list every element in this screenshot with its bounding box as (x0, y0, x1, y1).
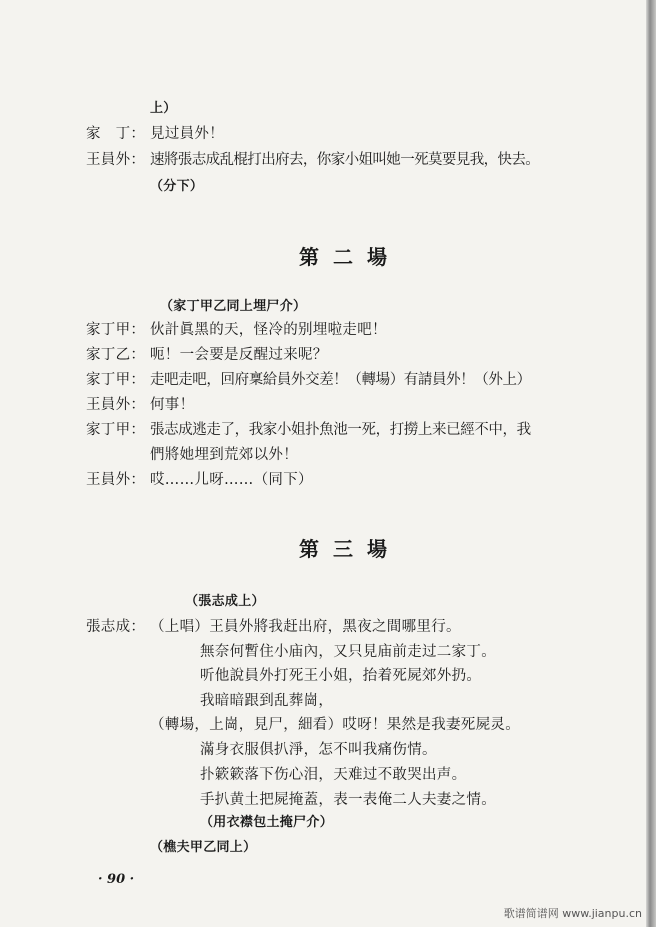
page-number: · 90 · (98, 872, 135, 887)
dialogue: 何事！ (150, 397, 195, 413)
dialogue: （上唱）王員外將我赶出府，黑夜之間哪里行。 (150, 619, 461, 635)
stage-direction: （樵夫甲乙同上） (150, 840, 257, 855)
scene-title: 第三場 (299, 537, 401, 561)
dialogue: 張志成逃走了，我家小姐扑魚池一死，打撈上来已經不中，我 (150, 422, 531, 438)
speaker: 王員外： (86, 152, 146, 168)
speaker: 王員外： (86, 472, 146, 488)
speaker: 家丁甲： (86, 422, 146, 438)
speaker: 家丁甲： (86, 322, 146, 338)
verse-line: 無奈何暫住小庙內，又只見庙前走过二家丁。 (200, 644, 496, 660)
stage-direction: （分下） (150, 179, 204, 194)
verse-line: 手扒黄土把屍掩蓋，表一表俺二人夫妻之情。 (200, 792, 496, 808)
dialogue: 見过員外！ (150, 126, 224, 142)
speaker: 家 丁： (86, 126, 146, 142)
stage-direction: （張志成上） (185, 594, 265, 609)
dialogue: 呃！一会要是反醒过来呢？ (150, 347, 328, 363)
stage-direction: （家丁甲乙同上埋尸介） (160, 299, 307, 314)
verse-line: 我暗暗跟到乱葬崗， (200, 693, 334, 709)
verse-line: 听他說員外打死王小姐，抬着死屍郊外扔。 (200, 668, 482, 684)
verse-line: 滿身衣服俱扒淨，怎不叫我痛伤情。 (200, 742, 437, 758)
watermark: 歌谱简谱网 www.jianpu.cn (503, 907, 642, 920)
scene-title: 第二場 (299, 245, 401, 269)
verse-line: （轉場，上崗，見尸，細看）哎呀！果然是我妻死屍灵。 (150, 717, 520, 733)
verse-line: 扑簌簌落下伤心泪，天难过不敢哭出声。 (200, 767, 467, 783)
dialogue: 走吧走吧，回府稟給員外交差！（轉場）有請員外！（外上） (150, 372, 531, 388)
dialogue: 速將張志成乱棍打出府去，你家小姐叫她一死莫要見我，快去。 (150, 152, 540, 168)
dialogue: 哎……儿呀……（同下） (150, 472, 313, 488)
speaker: 家丁甲： (86, 372, 146, 388)
stage-direction: 上） (150, 101, 177, 116)
speaker: 家丁乙： (86, 347, 146, 363)
speaker: 王員外： (86, 397, 146, 413)
dialogue: 們將她埋到荒郊以外！ (150, 447, 298, 463)
stage-direction: （用衣襟包土掩尸介） (200, 815, 334, 830)
page-edge-shadow (646, 0, 656, 927)
dialogue: 伙計眞黑的天，怪冷的别埋啦走吧！ (150, 322, 387, 338)
speaker: 張志成： (86, 619, 146, 635)
